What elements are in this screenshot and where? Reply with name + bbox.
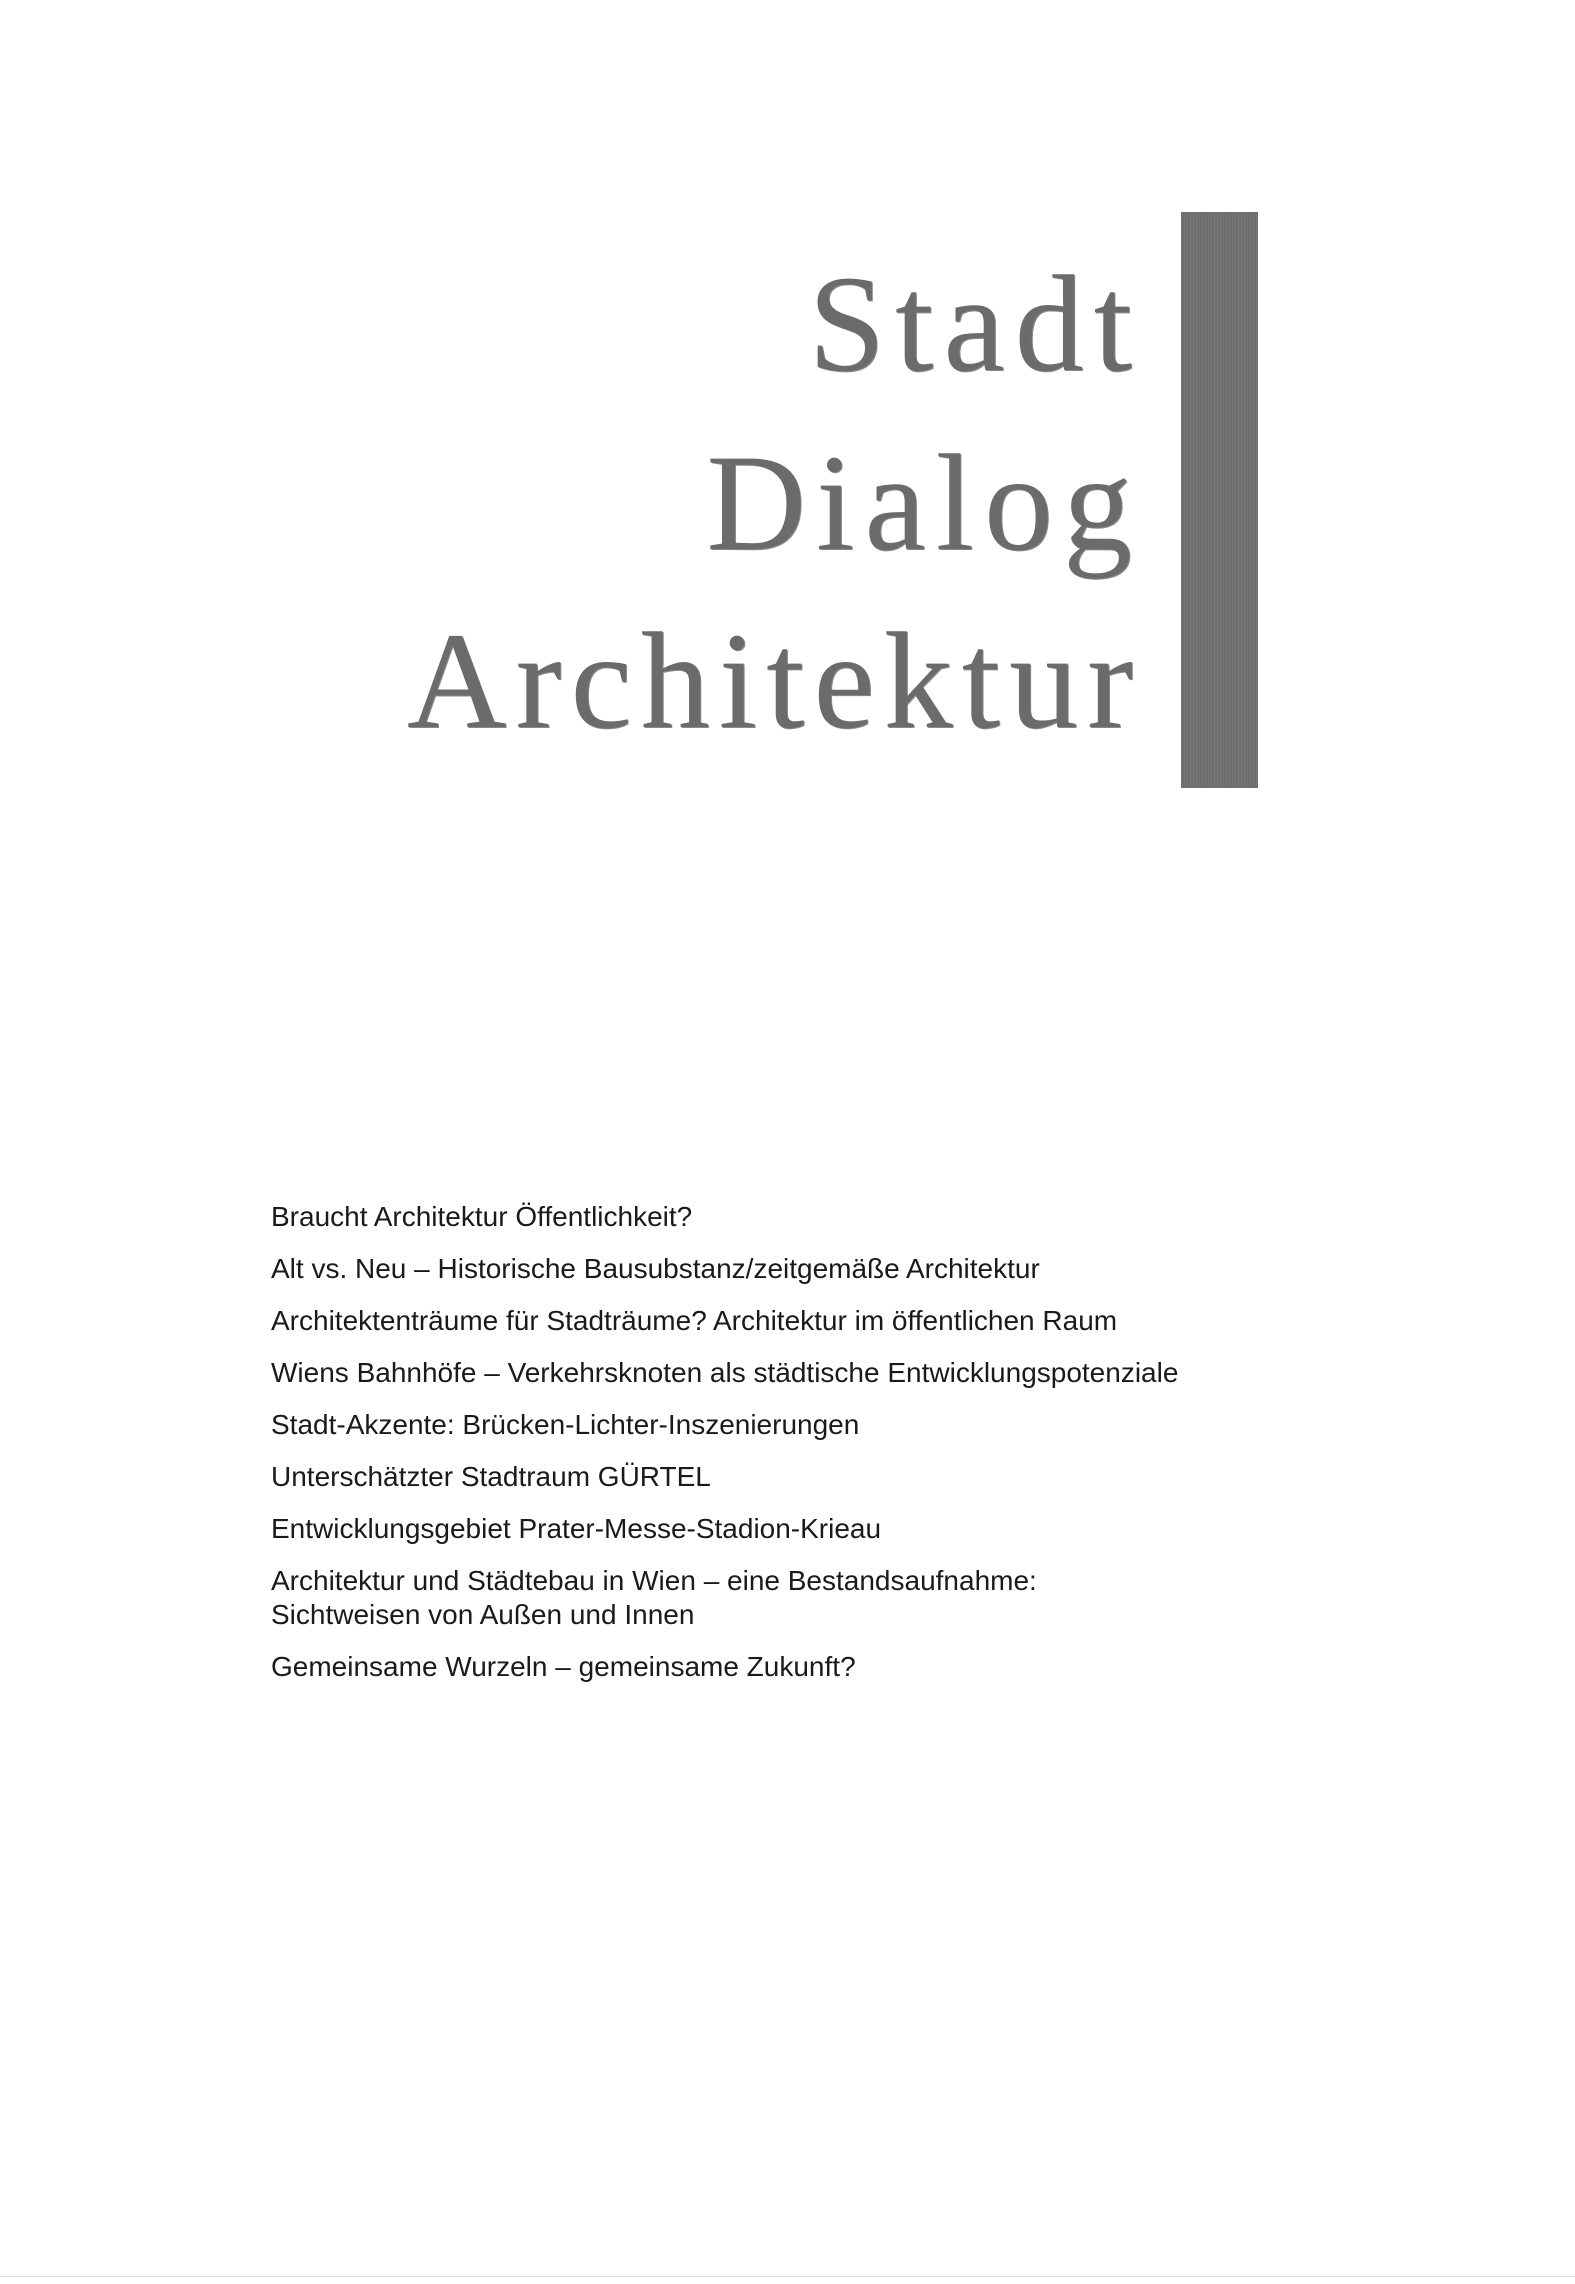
topic-item: Stadt-Akzente: Brücken-Lichter-Inszenierungen [271, 1409, 860, 1440]
topic-item-multiline [271, 1564, 1301, 1632]
topic-item-line: Architektur und Städtebau in Wien – eine Bestandsaufnahme: [271, 1565, 1037, 1596]
title-line-stadt: Stadt [808, 247, 1142, 400]
title-line-architektur: Architektur [406, 604, 1142, 757]
topic-item-line: Sichtweisen von Außen und Innen [271, 1599, 695, 1630]
topic-item: Wiens Bahnhöfe – Verkehrsknoten als städtische Entwicklungspotenziale [271, 1357, 1179, 1388]
bottom-rule [0, 2276, 1575, 2277]
topic-item: Gemeinsame Wurzeln – gemeinsame Zukunft? [271, 1651, 856, 1682]
vertical-accent-bar [1181, 212, 1258, 788]
topic-item: Alt vs. Neu – Historische Bausubstanz/zeitgemäße Architektur [271, 1253, 1040, 1284]
topic-item: Entwicklungsgebiet Prater-Messe-Stadion-Krieau [271, 1513, 882, 1544]
topic-item: Braucht Architektur Öffentlichkeit? [271, 1201, 693, 1232]
topic-item: Architektenträume für Stadträume? Architektur im öffentlichen Raum [271, 1305, 1118, 1336]
title-block [0, 0, 1575, 800]
title-line-dialog: Dialog [706, 426, 1142, 579]
topic-list [271, 1200, 1301, 1702]
topic-item: Unterschätzter Stadtraum GÜRTEL [271, 1461, 711, 1492]
